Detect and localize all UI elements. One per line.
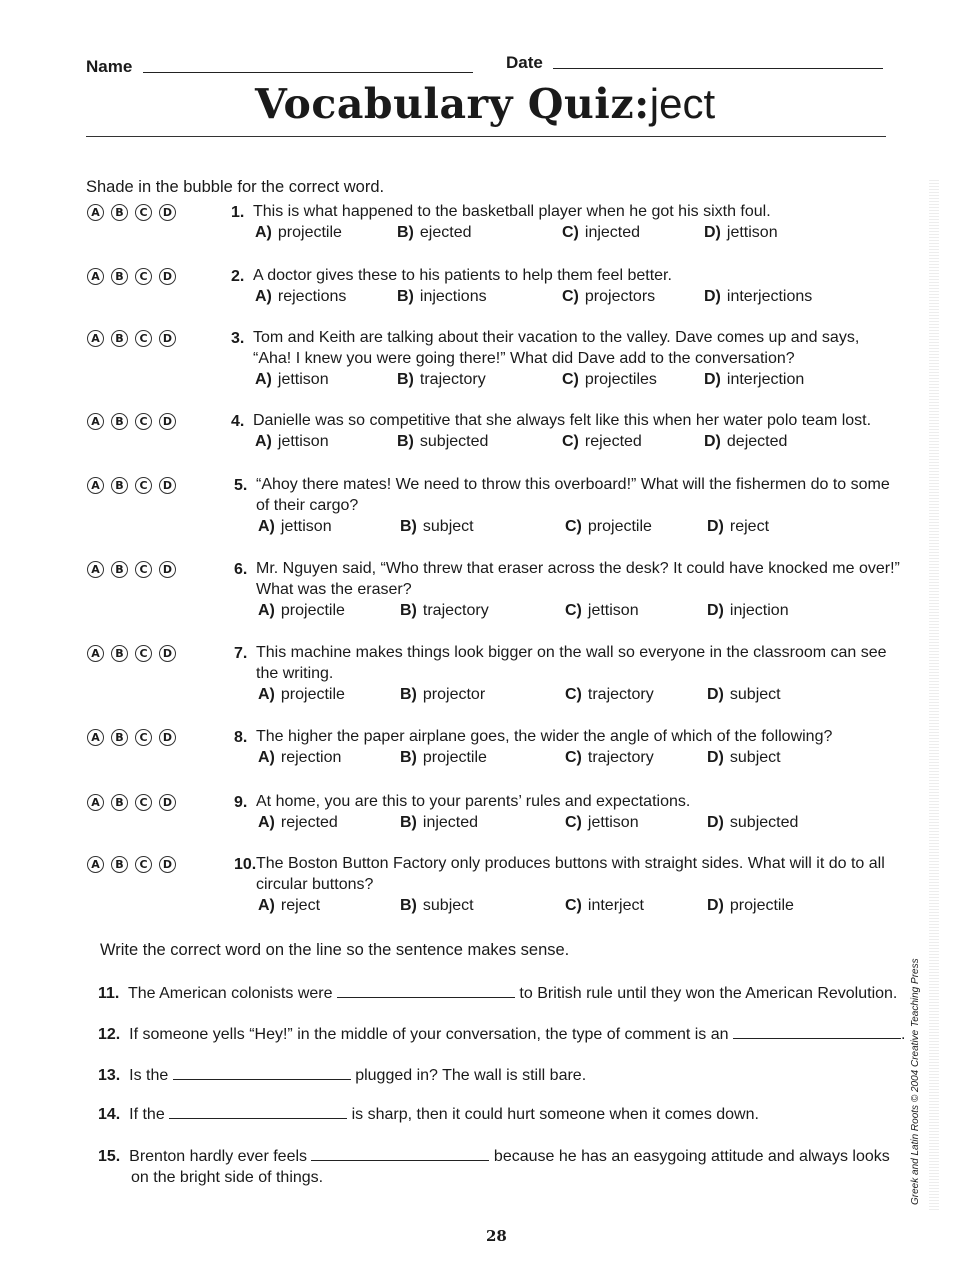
option-d: D) subject [707, 749, 781, 766]
bubble-c-q9[interactable]: C [135, 794, 152, 811]
question-text: “Aha! I knew you were going there!” What did Dave add to the conversation? [253, 350, 795, 367]
bubble-d-q9[interactable]: D [159, 794, 176, 811]
fill-item-13: 13. Is the plugged in? The wall is still bare. [98, 1067, 587, 1084]
option-d: D) interjections [704, 288, 813, 305]
bubble-a-q6[interactable]: A [87, 561, 104, 578]
option-c: C) trajectory [565, 749, 654, 766]
bubble-a-q8[interactable]: A [87, 729, 104, 746]
title-root: ject [649, 80, 716, 127]
fill-item-11: 11. The American colonists were to British rule until they won the American Revolution. [98, 985, 898, 1002]
bubble-b-q10[interactable]: B [111, 856, 128, 873]
name-label: Name [86, 57, 133, 76]
fill-item-14: 14. If the is sharp, then it could hurt someone when it comes down. [98, 1106, 759, 1123]
option-c: C) trajectory [565, 686, 654, 703]
bubble-b-q1[interactable]: B [111, 204, 128, 221]
bubble-c-q7[interactable]: C [135, 645, 152, 662]
answer-bubbles-2 [87, 268, 176, 285]
answer-bubbles-6 [87, 561, 176, 578]
bubble-b-q6[interactable]: B [111, 561, 128, 578]
question-text: Danielle was so competitive that she always felt like this when her water polo team lost. [253, 412, 872, 429]
option-d: D) injection [707, 602, 789, 619]
bubble-d-q6[interactable]: D [159, 561, 176, 578]
bubble-a-q4[interactable]: A [87, 413, 104, 430]
question-number: 5. [234, 477, 248, 494]
bubble-b-q3[interactable]: B [111, 330, 128, 347]
bubble-a-q7[interactable]: A [87, 645, 104, 662]
option-c: C) interject [565, 897, 644, 914]
option-c: C) projectors [562, 288, 656, 305]
question-number: 2. [231, 268, 245, 285]
option-a: A) jettison [258, 518, 332, 535]
option-d: D) reject [707, 518, 770, 535]
answer-blank-13[interactable] [173, 1065, 351, 1080]
option-d: D) projectile [707, 897, 794, 914]
title-bold: Vocabulary Quiz: [255, 80, 650, 128]
option-b: B) subjected [397, 433, 489, 450]
question-text: of their cargo? [256, 497, 359, 514]
answer-bubbles-8 [87, 729, 176, 746]
answer-bubbles-10 [87, 856, 176, 873]
question-number: 10. [234, 856, 257, 873]
option-c: C) rejected [562, 433, 642, 450]
date-field[interactable] [553, 68, 883, 69]
option-b: B) trajectory [400, 602, 489, 619]
option-a: A) reject [258, 897, 321, 914]
option-b: B) ejected [397, 224, 472, 241]
option-b: B) injections [397, 288, 487, 305]
bubble-a-q3[interactable]: A [87, 330, 104, 347]
option-a: A) projectile [258, 686, 345, 703]
fill-item-12: 12. If someone yells “Hey!” in the middle of your conversation, the type of comment is an . [98, 1026, 906, 1043]
bubble-c-q10[interactable]: C [135, 856, 152, 873]
option-c: C) injected [562, 224, 641, 241]
option-b: B) injected [400, 814, 479, 831]
option-a: A) rejections [255, 288, 347, 305]
option-d: D) jettison [704, 224, 778, 241]
bubble-c-q5[interactable]: C [135, 477, 152, 494]
question-text: circular buttons? [256, 876, 374, 893]
option-d: D) dejected [704, 433, 788, 450]
bubble-a-q10[interactable]: A [87, 856, 104, 873]
option-d: D) subjected [707, 814, 799, 831]
option-b: B) projector [400, 686, 486, 703]
option-b: B) trajectory [397, 371, 486, 388]
question-number: 9. [234, 794, 248, 811]
answer-blank-11[interactable] [337, 983, 515, 998]
question-number: 1. [231, 204, 245, 221]
option-c: C) projectiles [562, 371, 657, 388]
question-number: 4. [231, 413, 245, 430]
mc-instructions: Shade in the bubble for the correct word. [86, 178, 385, 196]
bubble-d-q8[interactable]: D [159, 729, 176, 746]
bubble-a-q1[interactable]: A [87, 204, 104, 221]
bubble-b-q2[interactable]: B [111, 268, 128, 285]
question-text: At home, you are this to your parents’ rules and expectations. [256, 793, 691, 810]
bubble-b-q4[interactable]: B [111, 413, 128, 430]
date-label: Date [506, 53, 543, 72]
option-a: A) jettison [255, 371, 329, 388]
option-d: D) subject [707, 686, 781, 703]
bubble-b-q5[interactable]: B [111, 477, 128, 494]
sidebar-credit: Greek and Latin Roots © 2004 Creative Teaching Press [910, 958, 921, 1205]
question-number: 7. [234, 645, 248, 662]
question-number: 3. [231, 330, 245, 347]
question-text: “Ahoy there mates! We need to throw this overboard!” What will the fishermen do to some [256, 476, 890, 493]
answer-bubbles-7 [87, 645, 176, 662]
name-field[interactable] [143, 72, 473, 73]
fill-item-15: 15. Brenton hardly ever feels because he has an easygoing attitude and always looks [98, 1148, 890, 1165]
option-c: C) jettison [565, 814, 639, 831]
question-text: Mr. Nguyen said, “Who threw that eraser across the desk? It could have knocked me over!” [256, 560, 900, 577]
bubble-d-q5[interactable]: D [159, 477, 176, 494]
bubble-d-q4[interactable]: D [159, 413, 176, 430]
answer-bubbles-4 [87, 413, 176, 430]
answer-bubbles-5 [87, 477, 176, 494]
bubble-d-q1[interactable]: D [159, 204, 176, 221]
option-d: D) interjection [704, 371, 805, 388]
question-text: The Boston Button Factory only produces buttons with straight sides. What will it do to all [256, 855, 885, 872]
answer-bubbles-9 [87, 794, 176, 811]
fill-item-15-line2: on the bright side of things. [131, 1169, 324, 1186]
question-text: A doctor gives these to his patients to help them feel better. [253, 267, 672, 284]
bubble-b-q8[interactable]: B [111, 729, 128, 746]
bubble-a-q2[interactable]: A [87, 268, 104, 285]
option-c: C) jettison [565, 602, 639, 619]
option-b: B) subject [400, 897, 474, 914]
bubble-d-q3[interactable]: D [159, 330, 176, 347]
fill-instructions: Write the correct word on the line so the sentence makes sense. [100, 941, 570, 959]
bubble-a-q5[interactable]: A [87, 477, 104, 494]
option-a: A) rejection [258, 749, 342, 766]
question-text: What was the eraser? [256, 581, 412, 598]
bubble-c-q3[interactable]: C [135, 330, 152, 347]
answer-bubbles-1 [87, 204, 176, 221]
answer-blank-14[interactable] [169, 1104, 347, 1119]
option-b: B) subject [400, 518, 474, 535]
bubble-d-q7[interactable]: D [159, 645, 176, 662]
bubble-d-q2[interactable]: D [159, 268, 176, 285]
option-a: A) jettison [255, 433, 329, 450]
question-text: the writing. [256, 665, 334, 682]
page-number: 28 [486, 1227, 507, 1245]
question-text: Tom and Keith are talking about their vacation to the valley. Dave comes up and says, [253, 329, 860, 346]
option-a: A) projectile [255, 224, 342, 241]
option-a: A) projectile [258, 602, 345, 619]
answer-blank-12[interactable] [733, 1024, 901, 1039]
question-text: The higher the paper airplane goes, the wider the angle of which of the following? [256, 728, 833, 745]
bubble-b-q9[interactable]: B [111, 794, 128, 811]
bubble-c-q8[interactable]: C [135, 729, 152, 746]
bubble-c-q1[interactable]: C [135, 204, 152, 221]
bubble-b-q7[interactable]: B [111, 645, 128, 662]
question-number: 8. [234, 729, 248, 746]
question-number: 6. [234, 561, 248, 578]
answer-blank-15[interactable] [311, 1146, 489, 1161]
scan-edge [929, 180, 939, 1210]
page-title [255, 80, 715, 128]
option-b: B) projectile [400, 749, 487, 766]
bubble-d-q10[interactable]: D [159, 856, 176, 873]
bubble-c-q4[interactable]: C [135, 413, 152, 430]
question-text: This is what happened to the basketball player when he got his sixth foul. [253, 203, 771, 220]
option-a: A) rejected [258, 814, 338, 831]
bubble-c-q6[interactable]: C [135, 561, 152, 578]
bubble-a-q9[interactable]: A [87, 794, 104, 811]
answer-bubbles-3 [87, 330, 176, 347]
option-c: C) projectile [565, 518, 652, 535]
bubble-c-q2[interactable]: C [135, 268, 152, 285]
question-text: This machine makes things look bigger on the wall so everyone in the classroom can see [256, 644, 887, 661]
title-rule [86, 136, 886, 137]
